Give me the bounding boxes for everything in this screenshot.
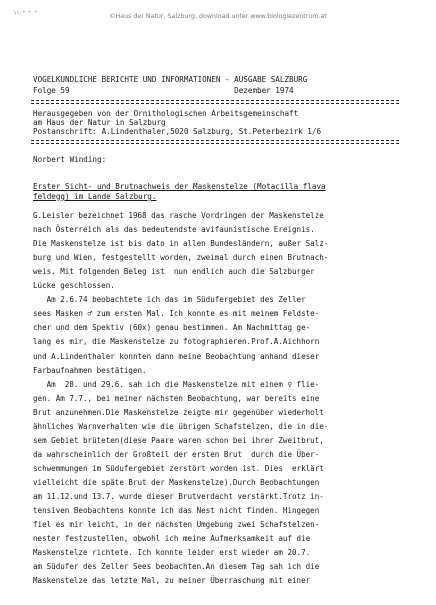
body-line: lang es mir, die Maskenstelze zu fotographieren.Prof.A.Aichhorn bbox=[33, 337, 320, 347]
divider-top-2 bbox=[31, 103, 399, 104]
body-line: Brut anzunehmen.Die Maskenstelze zeigte mir gegenüber wiederholt bbox=[33, 407, 324, 417]
body-line: sees Masken ♂ zum ersten Mal. Ich konnte es mit meinem Feldste- bbox=[33, 309, 320, 319]
body-line: ähnliches Warnverhalten wie die übrigen Schafstelzen, die in die- bbox=[33, 421, 329, 431]
body-line: burg und Wien, festgestellt worden, zweimal durch einen Brutnach- bbox=[33, 253, 329, 263]
body-line: Am 2.6.74 beobachtete ich das im Südufergebiet des Zeller bbox=[33, 295, 306, 305]
body-line: am 11.12.und 13.7. wurde dieser Brutverdacht verstärkt.Trotz in- bbox=[33, 492, 324, 501]
divider-bottom-2 bbox=[31, 143, 399, 144]
divider-bottom bbox=[31, 140, 399, 141]
article-title-line-1: Erster Sicht- und Brutnachweis der Maskenstelze (Motacilla flava bbox=[33, 182, 326, 191]
body-line: Am 28. und 29.6. sah ich die Maskenstelze mit einem ♀ flie- bbox=[33, 379, 320, 389]
publisher-line-1: Herausgegeben von der Ornithologischen Arbeitsgemeinschaft bbox=[33, 109, 299, 118]
body-line: am Südufer des Zeller Sees beobachten.An diesem Tag sah ich die bbox=[33, 562, 320, 572]
issue-line: Folge 59 Dezember 1974 bbox=[33, 86, 294, 95]
body-line: cher und dem Spektiv (60x) genau bestimmen. Am Nachmittag ge- bbox=[33, 323, 311, 333]
address-line: Postanschrift: A.Lindenthaler,5020 Salzburg, St.Peterbezirk 1/6 bbox=[33, 127, 322, 136]
body-line: Maskenstelze das letzte Mal, zu meiner Überraschung mit einer bbox=[33, 576, 311, 586]
body-line: Lücke geschlossen. bbox=[33, 281, 115, 291]
corner-mark: \\ * * * bbox=[14, 10, 38, 15]
publisher-line-2: am Haus der Natur in Salzburg bbox=[33, 118, 166, 127]
body-line: und A.Lindenthaler konnten dann meine Beobachtung anhand dieser bbox=[33, 351, 320, 361]
author-name: Norbert Winding: bbox=[33, 155, 107, 164]
body-line: weis. Mit folgenden Beleg ist nun endlich auch die Salzburger bbox=[33, 267, 315, 277]
body-line: Farbaufnahmen bestätigen. bbox=[33, 365, 147, 375]
divider-top bbox=[31, 100, 399, 101]
article-title-line-2: feldegg) im Lande Salzburg. bbox=[33, 192, 157, 201]
body-line: gen. Am 7.7., bei meiner nächsten Beobachtung, war bereits eine bbox=[33, 393, 320, 403]
body-line: nester festzustellen, obwohl ich meine Aufmerksamkeit auf die bbox=[33, 534, 311, 544]
body-line: Maskenstelze richtete. Ich konnte leider erst wieder am 20.7. bbox=[33, 548, 311, 558]
body-line: nach Österreich als das bedeutendste avifaunistische Ereignis. bbox=[33, 225, 315, 235]
body-line: tensiven Beobachtens konnte ich das Nest nicht finden. Hingegen bbox=[33, 506, 320, 516]
body-line: G.Leisler bezeichnet 1968 das rasche Vordringen der Maskenstelze bbox=[33, 211, 324, 220]
watermark: ©Haus der Natur, Salzburg; download unter www.biologiezentrum.at bbox=[109, 13, 327, 20]
body-line: schwemmungen im Südufergebiet zerstört worden ist. Dies erklärt bbox=[33, 463, 324, 473]
body-line: fiel es mir leicht, in der nächsten Umgebung zwei Schafstelzen- bbox=[33, 520, 320, 530]
body-line: sem Gebiet brüteten(diese Paare waren schon bei ihrer Zweitbrut, bbox=[33, 435, 324, 445]
newsletter-title: VOGELKUNDLICHE BERICHTE UND INFORMATIONEN - AUSGABE SALZBURG bbox=[33, 75, 308, 84]
body-line: da wahrscheinlich der Großteil der ersten Brut durch die Über- bbox=[33, 449, 320, 459]
body-line: vielleicht die späte Brut der Maskenstelze).Durch Beobachtungen bbox=[33, 477, 320, 487]
body-line: Die Maskenstelze ist bis dato in allen Bundesländern, außer Salz- bbox=[33, 239, 329, 249]
